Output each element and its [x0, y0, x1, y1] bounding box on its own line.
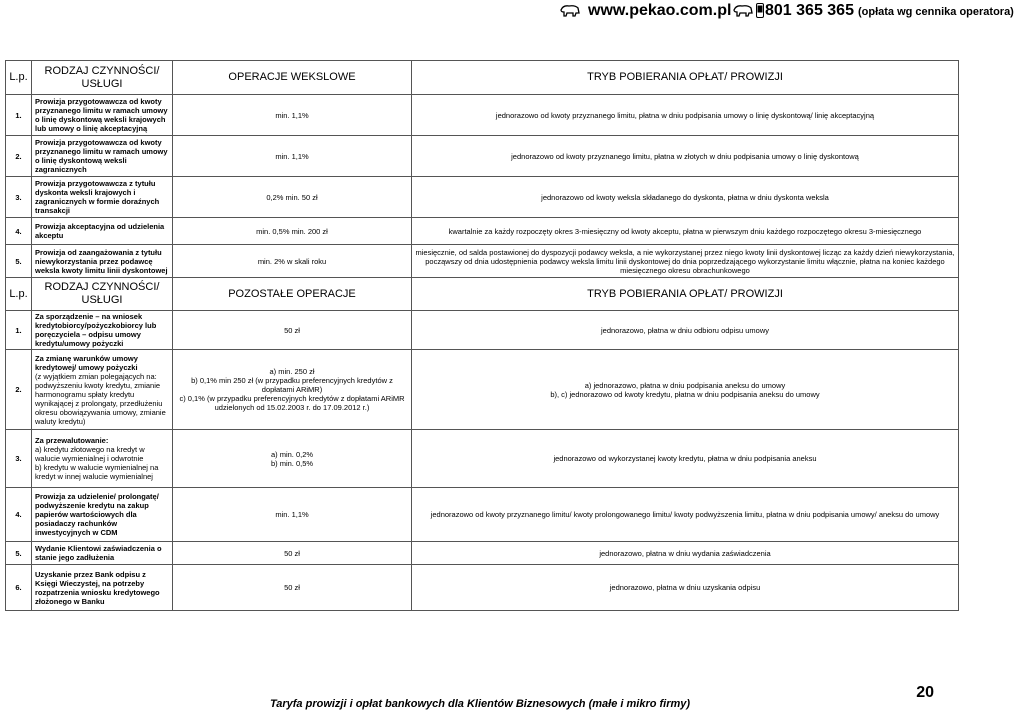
table-row [6, 311, 959, 350]
col-rate-header: POZOSTAŁE OPERACJE [173, 278, 412, 311]
activity-cell [32, 350, 173, 430]
row-number: 2. [6, 136, 32, 177]
table-row [6, 488, 959, 542]
rate-cell: 50 zł [173, 311, 412, 350]
col-rate-header: OPERACJE WEKSLOWE [173, 61, 412, 95]
mode-cell: jednorazowo od kwoty przyznanego limitu, płatna w złotych w dniu podpisania umowy o linię dyskontową [412, 136, 959, 177]
activity-cell: Za sporządzenie – na wniosek kredytobiorcy/pożyczkobiorcy lub poręczyciela – odpisu umowy kredytu/umowy pożyczki [32, 311, 173, 350]
row-number: 4. [6, 488, 32, 542]
col-lp-header: L.p. [6, 61, 32, 95]
mode-cell: kwartalnie za każdy rozpoczęty okres 3-miesięczny od kwoty akceptu, płatna w pierwszym dniu każdego rozpoczętego okresu 3-miesięcznego [412, 218, 959, 245]
mode-cell: miesięcznie, od salda postawionej do dyspozycji podawcy weksla, a nie wykorzystanej przez niego kwoty linii dyskontowej licząc za każdy dzień niewykorzystania, począwszy od dnia udostępnienia podawcy weksla limitu linii dyskontowej do dnia poprzedzającego wykorzystanie limitu włącznie, płatna na koniec każdego miesięcznego okresu obrachunkowego [412, 245, 959, 278]
activity-cell [32, 430, 173, 488]
fees-table [5, 60, 959, 611]
table-row [6, 177, 959, 218]
bison-logo-icon [560, 4, 580, 17]
rate-cell: min. 1,1% [173, 488, 412, 542]
activity-cell: Wydanie Klientowi zaświadczenia o stanie jego zadłużenia [32, 542, 173, 565]
mode-cell: jednorazowo, płatna w dniu odbioru odpisu umowy [412, 311, 959, 350]
section-header-row [6, 278, 959, 311]
table-row [6, 565, 959, 611]
section-header-row [6, 61, 959, 95]
mode-cell: a) jednorazowo, płatna w dniu podpisania aneksu do umowy b), c) jednorazowo od kwoty kredytu, płatna w dniu podpisania aneksu do umowy [412, 350, 959, 430]
phone-icon [756, 3, 764, 18]
row-number: 5. [6, 542, 32, 565]
activity-title: Za zmianę warunków umowy kredytowej/ umowy pożyczki [35, 353, 138, 372]
mode-cell: jednorazowo od kwoty weksla składanego do dyskonta, płatna w dniu dyskonta weksla [412, 177, 959, 218]
col-mode-header: TRYB POBIERANIA OPŁAT/ PROWIZJI [412, 61, 959, 95]
mode-cell: jednorazowo od kwoty przyznanego limitu/ kwoty prolongowanego limitu/ kwoty podwyższenia limitu, płatna w dniu podpisania umowy/ aneksu do umowy [412, 488, 959, 542]
rate-cell: min. 0,5% min. 200 zł [173, 218, 412, 245]
table-row [6, 136, 959, 177]
row-number: 3. [6, 177, 32, 218]
rate-cell: min. 1,1% [173, 136, 412, 177]
activity-cell: Prowizja przygotowawcza z tytułu dyskonta weksli krajowych i zagranicznych w formie doraźnych transakcji [32, 177, 173, 218]
rate-cell: a) min. 0,2% b) min. 0,5% [173, 430, 412, 488]
phone-number[interactable]: 801 365 365 (opłata wg cennika operatora) [765, 2, 1014, 19]
website-link[interactable]: www.pekao.com.pl [588, 2, 732, 19]
col-lp-header: L.p. [6, 278, 32, 311]
row-number: 1. [6, 311, 32, 350]
rate-cell: 0,2% min. 50 zł [173, 177, 412, 218]
bison-logo-icon [733, 4, 753, 17]
mode-cell: jednorazowo, płatna w dniu wydania zaświadczenia [412, 542, 959, 565]
activity-cell: Uzyskanie przez Bank odpisu z Księgi Wieczystej, na potrzeby rozpatrzenia wniosku kredytowego złożonego w Banku [32, 565, 173, 611]
page-number: 20 [916, 684, 934, 701]
row-number: 1. [6, 95, 32, 136]
table-row [6, 430, 959, 488]
col-mode-header: TRYB POBIERANIA OPŁAT/ PROWIZJI [412, 278, 959, 311]
activity-cell: Prowizja od zaangażowania z tytułu niewykorzystania przez podawcę weksla kwoty limitu linii dyskontowej [32, 245, 173, 278]
table-row [6, 95, 959, 136]
table-row [6, 350, 959, 430]
row-number: 6. [6, 565, 32, 611]
top-banner [0, 0, 1014, 26]
mode-cell: jednorazowo, płatna w dniu uzyskania odpisu [412, 565, 959, 611]
activity-title: Za przewalutowanie: [35, 436, 109, 445]
rate-cell: 50 zł [173, 565, 412, 611]
rate-cell: a) min. 250 zł b) 0,1% min 250 zł (w przypadku preferencyjnych kredytów z dopłatami ARiMR) c) 0,1% (w przypadku preferencyjnych kredytów z dopłatami ARiMR udzielonych od 15.02.2003 r. do 17.09.2012 r.) [173, 350, 412, 430]
col-activity-header: RODZAJ CZYNNOŚCI/ USŁUGI [32, 278, 173, 311]
col-activity-header: RODZAJ CZYNNOŚCI/ USŁUGI [32, 61, 173, 95]
activity-details: a) kredytu złotowego na kredyt w walucie wymienialnej i odwrotnie b) kredytu w walucie wymienialnej na kredyt w innej walucie wymienialnej [35, 445, 159, 481]
phone-note: (opłata wg cennika operatora) [857, 6, 1014, 18]
row-number: 2. [6, 350, 32, 430]
activity-cell: Prowizja przygotowawcza od kwoty przyznanego limitu w ramach umowy o linię dyskontową weksli zagranicznych [32, 136, 173, 177]
mode-cell: jednorazowo od wykorzystanej kwoty kredytu, płatna w dniu podpisania aneksu [412, 430, 959, 488]
document-footer-title: Taryfa prowizji i opłat bankowych dla Klientów Biznesowych (małe i mikro firmy) [269, 698, 691, 710]
activity-cell: Prowizja akceptacyjna od udzielenia akceptu [32, 218, 173, 245]
activity-cell: Prowizja przygotowawcza od kwoty przyznanego limitu w ramach umowy o linię dyskontową weksli krajowych lub umowy o linię akceptacyjną [32, 95, 173, 136]
row-number: 5. [6, 245, 32, 278]
rate-cell: min. 2% w skali roku [173, 245, 412, 278]
activity-cell: Prowizja za udzielenie/ prolongatę/ podwyższenie kredytu na zakup papierów wartościowych dla posiadaczy rachunków inwestycyjnych w CDM [32, 488, 173, 542]
row-number: 3. [6, 430, 32, 488]
table-row [6, 218, 959, 245]
row-number: 4. [6, 218, 32, 245]
rate-cell: 50 zł [173, 542, 412, 565]
activity-details: (z wyjątkiem zmian polegających na: podwyższeniu kwoty kredytu, zmianie harmonogramu spłaty kredytu wynikającej z prolongaty, przedłużeniu okresu obowiązywania umowy, zmianie waluty kredytu) [35, 371, 166, 426]
rate-cell: min. 1,1% [173, 95, 412, 136]
mode-cell: jednorazowo od kwoty przyznanego limitu, płatna w dniu podpisania umowy o linię dyskontową/ linię akceptacyjną [412, 95, 959, 136]
table-row [6, 245, 959, 278]
table-row [6, 542, 959, 565]
